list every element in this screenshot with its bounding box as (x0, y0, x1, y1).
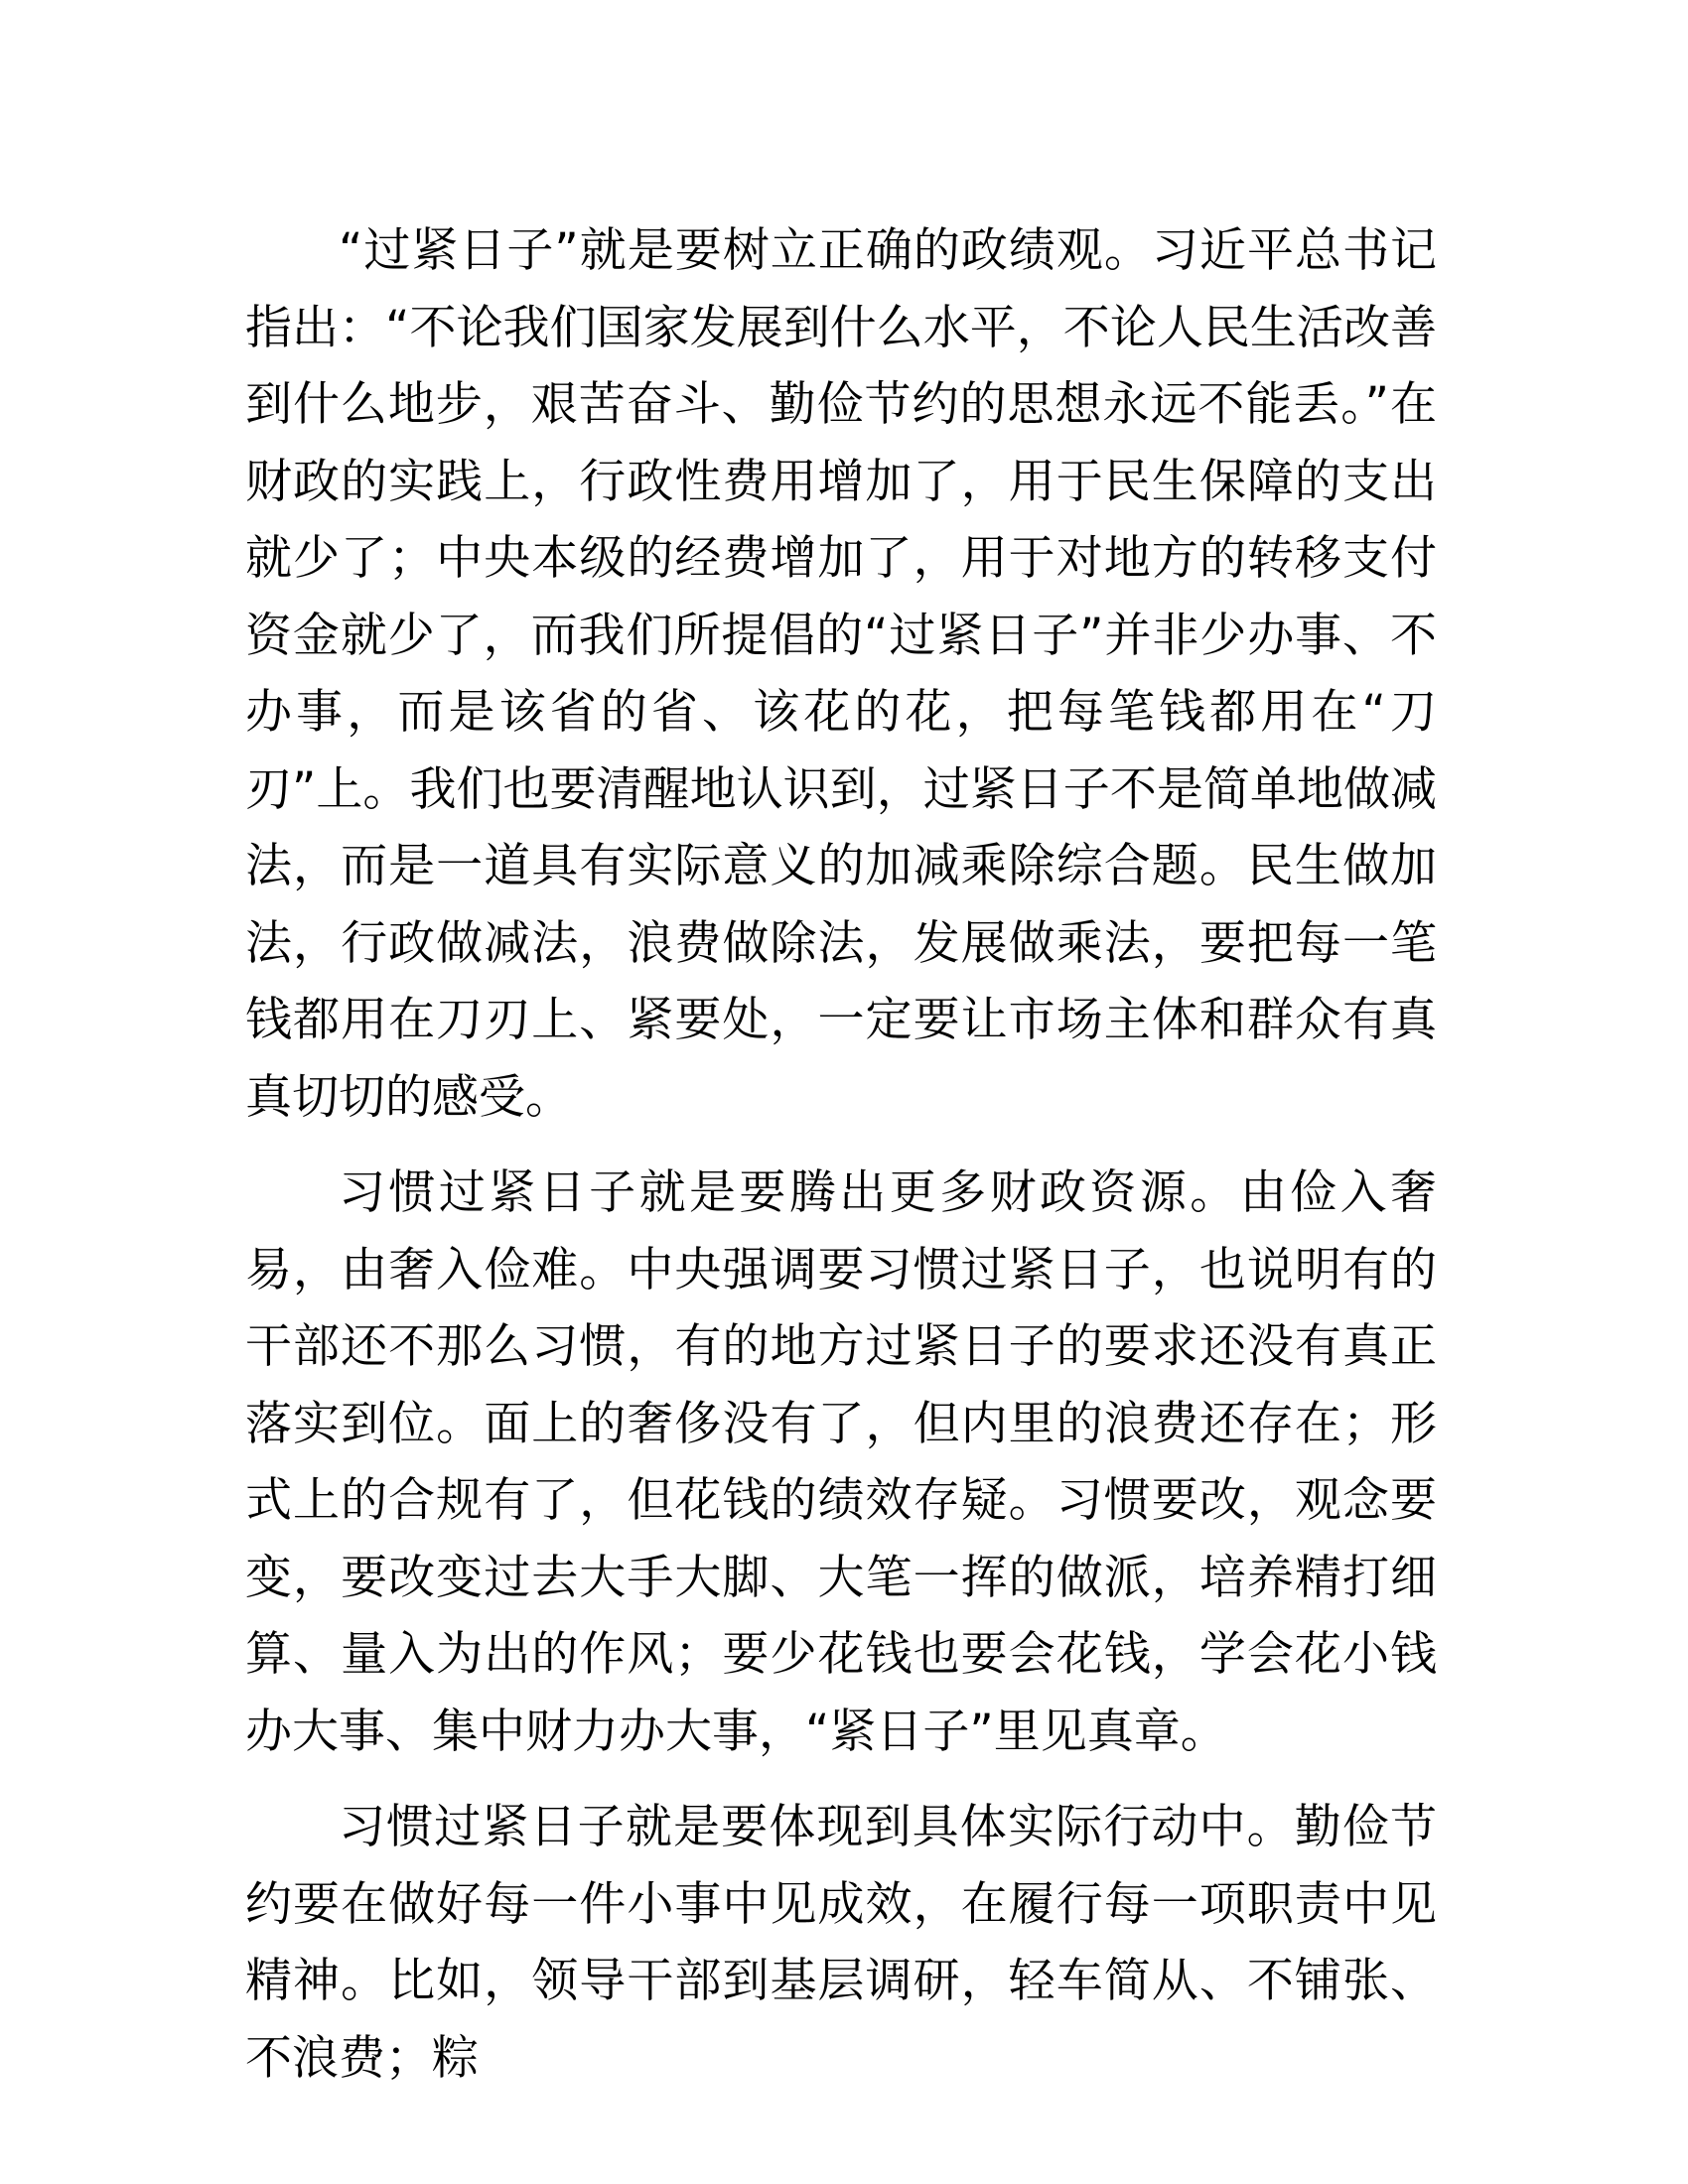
paragraph-3: 习惯过紧日子就是要体现到具体实际行动中。勤俭节约要在做好每一件小事中见成效，在履行每一项职责中见精神。比如，领导干部到基层调研，轻车简从、不铺张、不浪费；粽 (245, 1800, 1437, 2086)
document-body (245, 212, 1437, 2116)
paragraph-2: 习惯过紧日子就是要腾出更多财政资源。由俭入奢易，由奢入俭难。中央强调要习惯过紧日子，也说明有的干部还不那么习惯，有的地方过紧日子的要求还没有真正落实到位。面上的奢侈没有了，但内里的浪费还存在；形式上的合规有了，但花钱的绩效存疑。习惯要改，观念要变，要改变过去大手大脚、大笔一挥的做派，培养精打细算、量入为出的作风；要少花钱也要会花钱，学会花小钱办大事、集中财力办大事，“紧日子”里见真章。 (245, 1165, 1437, 1759)
paragraph-1: “过紧日子”就是要树立正确的政绩观。习近平总书记指出：“不论我们国家发展到什么水平，不论人民生活改善到什么地步，艰苦奋斗、勤俭节约的思想永远不能丢。”在财政的实践上，行政性费用增加了，用于民生保障的支出就少了；中央本级的经费增加了，用于对地方的转移支付资金就少了，而我们所提倡的“过紧日子”并非少办事、不办事，而是该省的省、该花的花，把每笔钱都用在“刀刃”上。我们也要清醒地认识到，过紧日子不是简单地做减法，而是一道具有实际意义的加减乘除综合题。民生做加法，行政做减法，浪费做除法，发展做乘法，要把每一笔钱都用在刀刃上、紧要处，一定要让市场主体和群众有真真切切的感受。 (245, 223, 1437, 1125)
